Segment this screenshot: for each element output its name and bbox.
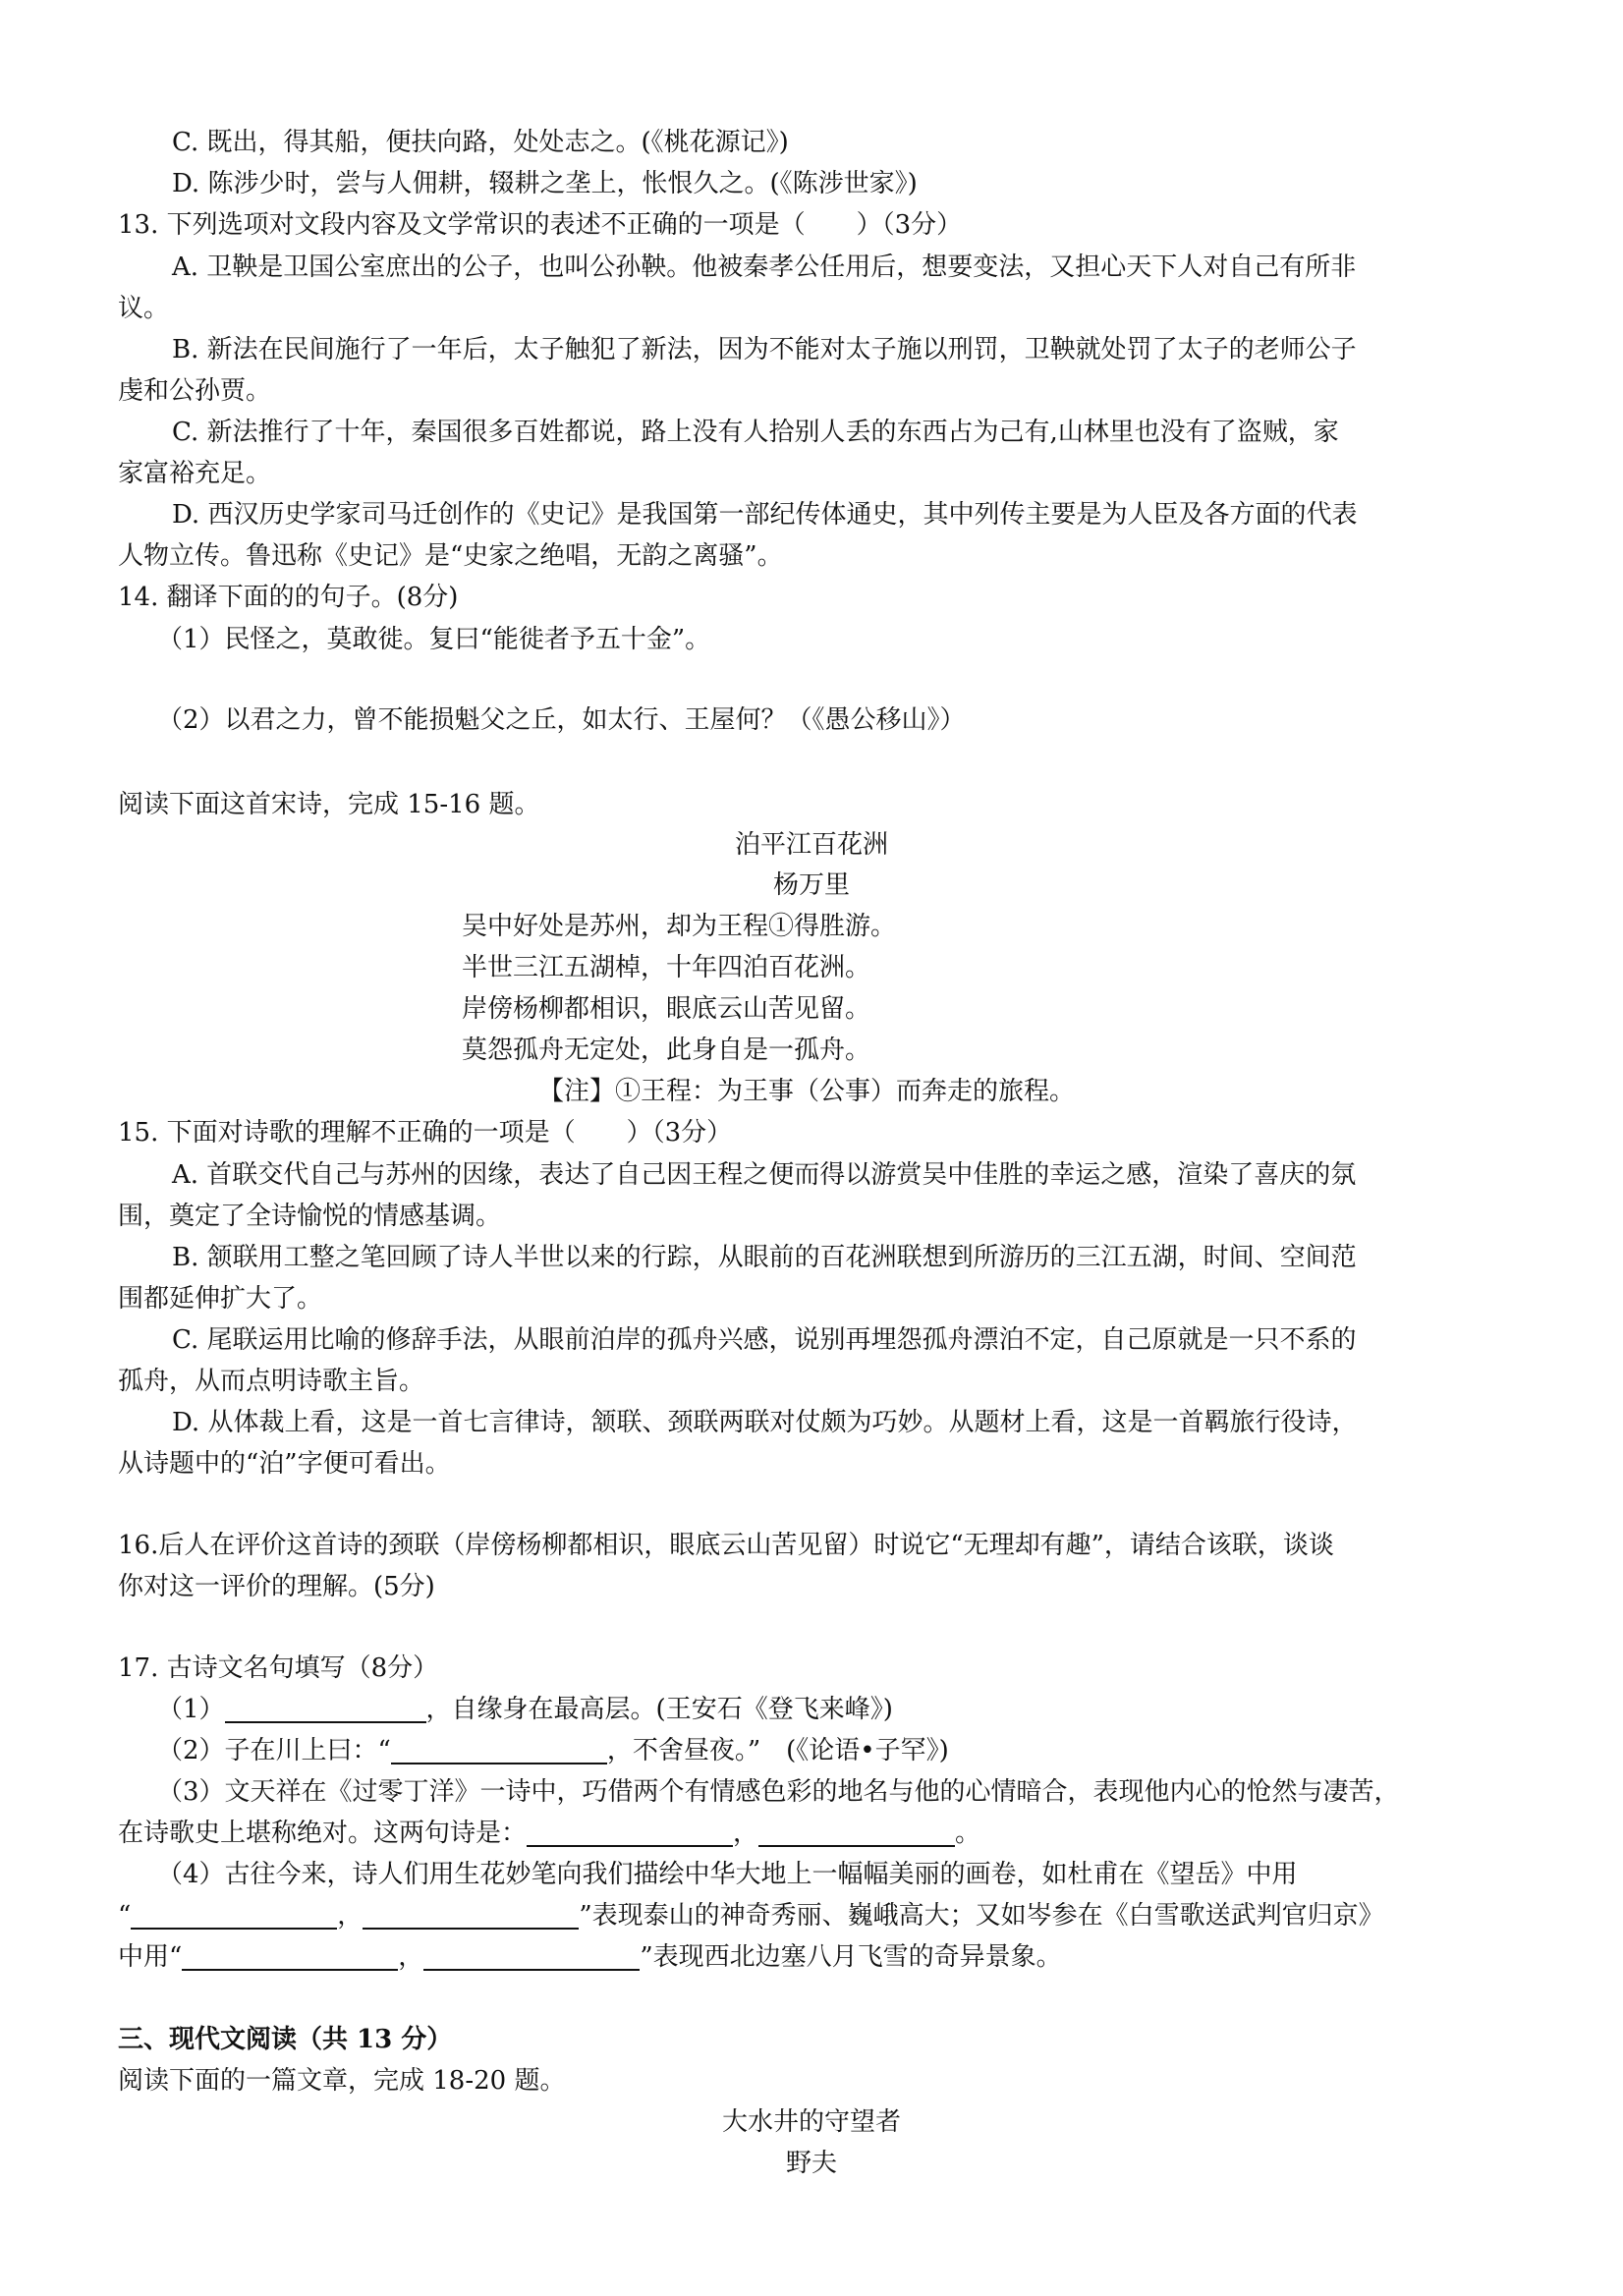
section-3-heading: 三、现代文阅读（共 13 分） (118, 2025, 453, 2054)
q17-part-2-prefix: （2）子在川上曰：“ (157, 1736, 391, 1765)
q13-option-b-line2: 虔和公孙贾。 (118, 376, 272, 406)
q12-option-d: D. 陈涉少时，尝与人佣耕，辍耕之垄上，怅恨久之。(《陈涉世家》) (172, 169, 918, 198)
poem-line-2: 半世三江五湖棹，十年四泊百花洲。 (462, 953, 871, 982)
q14-sentence-1: （1）民怪之，莫敢徙。复曰“能徙者予五十金”。 (157, 625, 711, 654)
q17-blank-2[interactable] (391, 1733, 607, 1764)
q17-part-1-suffix: ，自缘身在最高层。(王安石《登飞来峰》) (425, 1695, 893, 1724)
poem-line-3: 岸傍杨柳都相识，眼底云山苦见留。 (462, 994, 871, 1024)
q17-blank-1[interactable] (225, 1692, 426, 1723)
q13-option-a-line2: 议。 (118, 294, 170, 323)
q17-blank-3b[interactable] (758, 1816, 955, 1847)
q17-part-4b-comma: ， (398, 1942, 424, 1972)
q13-option-a-line1: A. 卫鞅是卫国公室庶出的公子，也叫公孙鞅。他被秦孝公任用后，想要变法，又担心天下人对自己有所非 (172, 252, 1357, 282)
poem-author: 杨万里 (772, 870, 850, 900)
q15-option-b-line1: B. 颔联用工整之笔回顾了诗人半世以来的行踪，从眼前的百花洲联想到所游历的三江五湖，时间、空间范 (172, 1243, 1357, 1272)
article-title: 大水井的守望者 (721, 2107, 901, 2137)
q17-part-1 (157, 1690, 1513, 1729)
q13-stem: 13. 下列选项对文段内容及文学常识的表述不正确的一项是（ ）（3分） (118, 210, 963, 240)
q15-option-d-line1: D. 从体裁上看，这是一首七言律诗，颔联、颈联两联对仗颇为巧妙。从题材上看，这是一首羁旅行役诗， (172, 1408, 1358, 1437)
q17-blank-4c[interactable] (182, 1939, 398, 1971)
q17-part-2-suffix: ，不舍昼夜。” (《论语•子罕》) (606, 1736, 949, 1765)
q12-option-c: C. 既出，得其船，便扶向路，处处志之。(《桃花源记》) (172, 128, 789, 157)
q17-part-3-line1: （3）文天祥在《过零丁洋》一诗中，巧借两个有情感色彩的地名与他的心情暗合，表现他内心的怆然与凄苦， (157, 1777, 1400, 1807)
q17-blank-3a[interactable] (527, 1816, 733, 1847)
q15-option-b-line2: 围都延伸扩大了。 (118, 1284, 323, 1314)
q17-stem: 17. 古诗文名句填写（8分） (118, 1653, 439, 1683)
q15-option-d-line2: 从诗题中的“泊”字便可看出。 (118, 1449, 451, 1479)
q13-option-b-line1: B. 新法在民间施行了一年后，太子触犯了新法，因为不能对太子施以刑罚，卫鞅就处罚了太子的老师公子 (172, 335, 1357, 364)
q17-part-2 (157, 1731, 1513, 1770)
q15-stem: 15. 下面对诗歌的理解不正确的一项是（ ）（3分） (118, 1118, 733, 1148)
q17-part-4-line3 (118, 1937, 1513, 1977)
q17-part-4-line1: （4）古往今来，诗人们用生花妙笔向我们描绘中华大地上一幅幅美丽的画卷，如杜甫在《望岳》中用 (157, 1860, 1298, 1889)
q14-sentence-2: （2）以君之力，曾不能损魁父之丘，如太行、王屋何？（《愚公移山》） (157, 705, 966, 735)
q15-option-a-line1: A. 首联交代自己与苏州的因缘，表达了自己因王程之便而得以游赏吴中佳胜的幸运之感，渲染了喜庆的氛 (172, 1160, 1357, 1190)
q17-part-4-suffix: ”表现泰山的神奇秀丽、巍峨高大；又如岑参在《白雪歌送武判官归京》 (579, 1901, 1384, 1931)
q15-option-a-line2: 围，奠定了全诗愉悦的情感基调。 (118, 1202, 502, 1231)
q13-option-c-line2: 家富裕充足。 (118, 459, 272, 488)
q13-option-d-line1: D. 西汉历史学家司马迁创作的《史记》是我国第一部纪传体通史，其中列传主要是为人臣及各方面的代表 (172, 500, 1358, 530)
q17-part-3-line2 (118, 1814, 1513, 1853)
poem-note: 【注】①王程：为王事（公事）而奔走的旅程。 (538, 1077, 1076, 1106)
q15-option-c-line2: 孤舟，从而点明诗歌主旨。 (118, 1367, 425, 1396)
q14-stem: 14. 翻译下面的的句子。(8分) (118, 583, 459, 612)
q17-part-4b-suffix: ”表现西北边塞八月飞雪的奇异景象。 (640, 1942, 1062, 1972)
poem-line-1: 吴中好处是苏州，却为王程①得胜游。 (462, 912, 897, 941)
q17-blank-4a[interactable] (131, 1898, 337, 1930)
q13-option-c-line1: C. 新法推行了十年，秦国很多百姓都说，路上没有人拾别人丢的东西占为己有,山林里也没有了盗贼，家 (172, 418, 1339, 447)
q17-part-4-comma: ， (337, 1901, 364, 1931)
q17-blank-4b[interactable] (363, 1898, 579, 1930)
q17-blank-4d[interactable] (423, 1939, 640, 1971)
poem-line-4: 莫怨孤舟无定处，此身自是一孤舟。 (462, 1036, 871, 1065)
article-author: 野夫 (785, 2149, 837, 2178)
q17-part-3-prefix: 在诗歌史上堪称绝对。这两句诗是： (118, 1819, 528, 1848)
q17-part-3-end: 。 (955, 1819, 981, 1848)
poem-intro: 阅读下面这首宋诗，完成 15-16 题。 (118, 790, 540, 819)
q16-line-2: 你对这一评价的理解。(5分) (118, 1572, 435, 1601)
q17-part-4b-prefix: 中用“ (118, 1942, 183, 1972)
q17-part-4-open-quote: “ (118, 1901, 132, 1931)
q17-part-4-line2 (118, 1896, 1513, 1935)
q16-line-1: 16.后人在评价这首诗的颈联（岸傍杨柳都相识，眼底云山苦见留）时说它“无理却有趣”，请结合该联，谈谈 (118, 1531, 1334, 1560)
q17-part-1-prefix: （1） (157, 1695, 225, 1724)
q13-option-d-line2: 人物立传。鲁迅称《史记》是“史家之绝唱，无韵之离骚”。 (118, 541, 783, 571)
q15-option-c-line1: C. 尾联运用比喻的修辞手法，从眼前泊岸的孤舟兴感，说别再埋怨孤舟漂泊不定，自己原就是一只不系的 (172, 1325, 1357, 1355)
q17-part-3-comma: ， (733, 1819, 759, 1848)
section-3-intro: 阅读下面的一篇文章，完成 18-20 题。 (118, 2066, 566, 2096)
poem-title: 泊平江百花洲 (734, 830, 888, 860)
